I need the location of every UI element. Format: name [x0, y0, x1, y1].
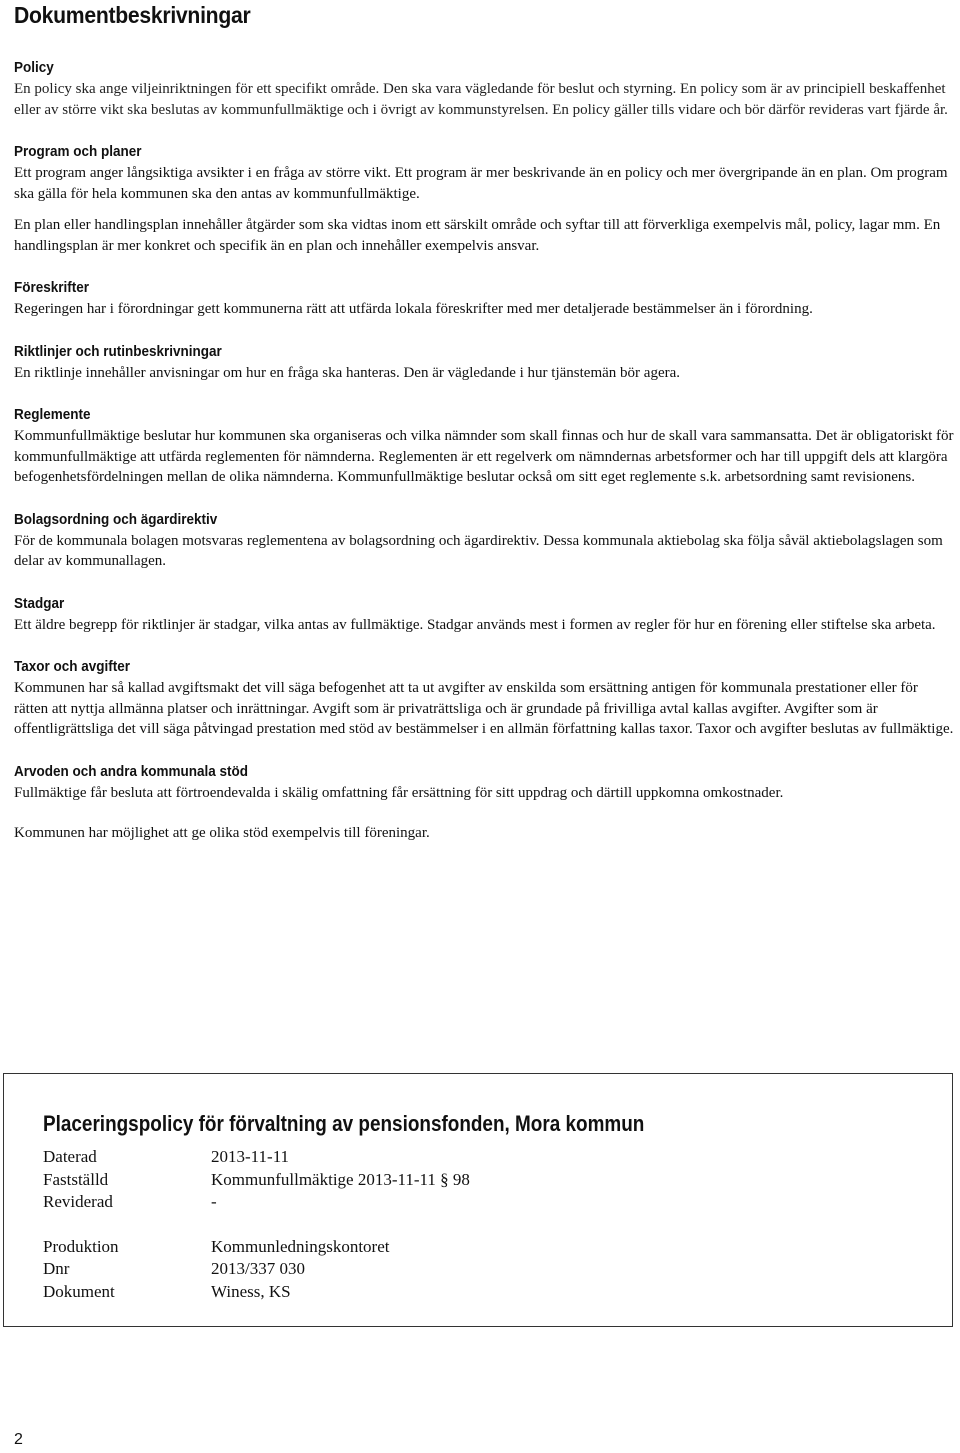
info-value: Kommunledningskontoret [211, 1236, 390, 1256]
info-key: Produktion [43, 1236, 119, 1256]
document-info-box [3, 1073, 953, 1327]
info-value: - [211, 1192, 217, 1211]
info-row-reviderad [43, 1191, 470, 1214]
section-heading: Taxor och avgifter [14, 658, 131, 675]
info-key: Dnr [43, 1259, 70, 1278]
section-paragraph: En riktlinje innehåller anvisningar om hur en fråga ska hanteras. Den är vägledande i hur tjänstemän bör agera. [14, 364, 680, 381]
section-paragraph: En plan eller handlingsplan innehåller åtgärder som ska vidtas inom ett särskilt område och syftar till att förverkliga exempelvis mål, policy, lagar mm. En handlingsplan är mer konkret och specifik än en plan och innehåller exempelvis ansvar. [14, 217, 941, 254]
section-heading: Bolagsordning och ägardirektiv [14, 510, 218, 528]
section-heading: Stadgar [14, 594, 65, 612]
section-taxor-och-avgifter [14, 656, 954, 740]
info-value: 2013/337 030 [211, 1259, 305, 1278]
document-body [14, 57, 954, 865]
info-key: Reviderad [43, 1192, 113, 1211]
section-paragraph: Fullmäktige får besluta att förtroendevalda i skälig omfattning får ersättning för sitt uppdrag och därtill uppkomna omkostnader. [14, 784, 784, 801]
section-paragraph: För de kommunala bolagen motsvaras reglementena av bolagsordning och ägardirektiv. Dessa kommunala aktiebolag ska följa såväl aktiebolagslagen som delar av kommunallagen. [14, 532, 943, 569]
section-heading: Arvoden och andra kommunala stöd [14, 762, 249, 780]
section-paragraph: Kommunen har så kallad avgiftsmakt det vill säga befogenhet att ta ut avgifter av enskilda som ersättning antigen för kommunala prestationer eller för rätten att nyttja allmänna platser och inrättningar. Avgift som är privaträttsliga och är grundade på frivilliga avtal kallas avgifter. Avgifter som är offentligrättsliga det vill säga påtvingad prestation med stöd av bestämmelser i en allmän författning kallas taxor. Taxor och avgifter beslutas av fullmäktige. [14, 680, 954, 737]
page-title: Dokumentbeskrivningar [14, 2, 251, 28]
info-row-produktion [43, 1236, 470, 1259]
document-info-title: Placeringspolicy för förvaltning av pensionsfonden, Mora kommun [43, 1111, 645, 1136]
section-reglemente [14, 404, 954, 488]
document-info-table [43, 1146, 470, 1303]
page-number: 2 [14, 1431, 23, 1448]
section-paragraph: En policy ska ange viljeinriktningen för ett specifikt område. Den ska vara vägledande för beslut och styrning. En policy som är av principiell beskaffenhet eller av större vikt ska beslutas av kommunfullmäktige och i övrigt av kommunstyrelsen. En policy gäller tills vidare och bör därför revideras vart fjärde år. [14, 81, 948, 118]
info-key: Fastställd [43, 1169, 109, 1189]
section-bolagsordning [14, 509, 954, 572]
section-heading: Föreskrifter [14, 279, 90, 296]
section-heading: Program och planer [14, 143, 142, 160]
info-row-dnr [43, 1258, 470, 1281]
section-arvoden [14, 761, 954, 844]
section-paragraph: Ett program anger långsiktiga avsikter i en fråga av större vikt. Ett program är mer beskrivande än en policy och mer övergripande än en plan. Om program ska gälla för hela kommunen ska den antas av kommunfullmäktige. [14, 165, 948, 202]
info-row-dokument [43, 1281, 470, 1304]
section-heading: Policy [14, 59, 54, 76]
section-riktlinjer [14, 341, 954, 384]
section-paragraph: Ett äldre begrepp för riktlinjer är stadgar, vilka antas av fullmäktige. Stadgar används mest i formen av regler för hur en förening eller stiftelse ska arbeta. [14, 616, 936, 633]
info-row-daterad [43, 1146, 470, 1169]
section-paragraph: Kommunen har möjlighet att ge olika stöd exempelvis till föreningar. [14, 825, 430, 841]
section-stadgar [14, 593, 954, 636]
section-paragraph: Kommunfullmäktige beslutar hur kommunen ska organiseras och vilka nämnder som skall finnas och hur de skall vara sammansatta. Det är obligatoriskt för kommunfullmäktige att utfärda reglementen för nämnderna. Reglementen är ett regelverk om nämndernas arbetsformer och har till uppgift dels att klargöra befogenhetsfördelningen mellan de olika nämnderna. Kommunfullmäktige beslutar också om sitt eget reglemente s.k. arbetsordning samt revisionens. [14, 428, 954, 485]
info-value: Winess, KS [211, 1281, 291, 1301]
info-key: Dokument [43, 1281, 115, 1301]
section-policy [14, 57, 954, 120]
section-paragraph: Regeringen har i förordningar gett kommunerna rätt att utfärda lokala föreskrifter med mer detaljerade bestämmelser än i förordning. [14, 301, 813, 317]
info-value: Kommunfullmäktige 2013-11-11 § 98 [211, 1169, 470, 1189]
section-foreskrifter [14, 277, 954, 320]
info-key: Daterad [43, 1147, 97, 1166]
section-heading: Reglemente [14, 406, 91, 423]
section-heading: Riktlinjer och rutinbeskrivningar [14, 342, 222, 360]
info-row-faststalld [43, 1169, 470, 1192]
section-program-och-planer [14, 141, 954, 256]
info-value: 2013-11-11 [211, 1147, 290, 1166]
